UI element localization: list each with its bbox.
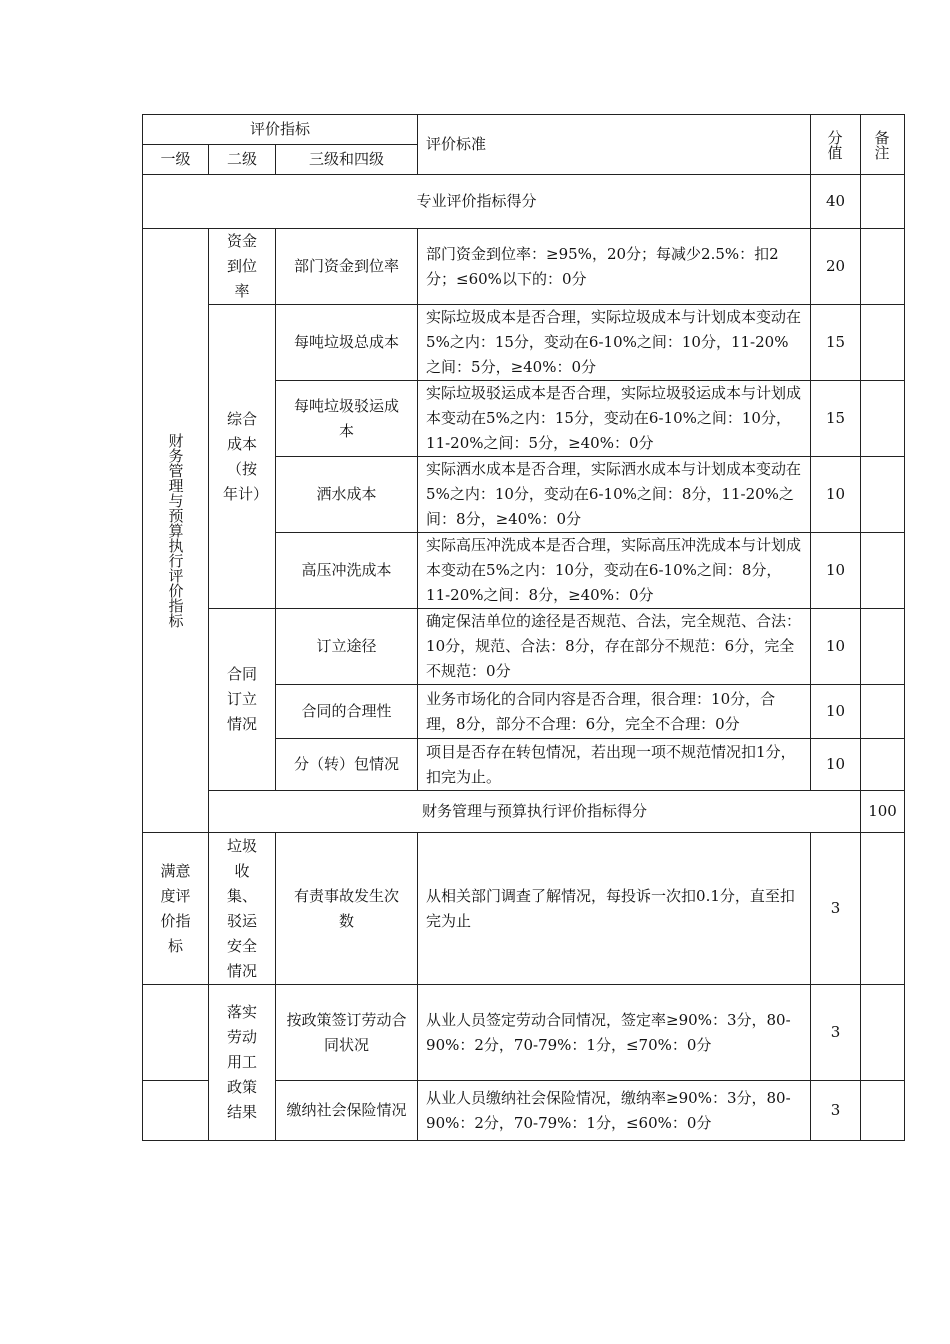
- labor-score-1: 3: [811, 1081, 861, 1141]
- empty-level1-cell: [143, 985, 209, 1081]
- contract-level2: 合同订立情况: [209, 609, 276, 791]
- labor-item-0: 按政策签订劳动合同状况: [276, 985, 418, 1081]
- contract-standard-1: 业务市场化的合同内容是否合理，很合理：10分，合理，8分，部分不合理：6分，完全不合理：0分: [418, 685, 811, 739]
- header-indicator-group: 评价指标: [143, 115, 418, 145]
- remark-cell: [861, 985, 905, 1081]
- header-level34: 三级和四级: [276, 145, 418, 175]
- cost-item-2: 洒水成本: [276, 457, 418, 533]
- contract-score-1: 10: [811, 685, 861, 739]
- contract-item-0: 订立途径: [276, 609, 418, 685]
- evaluation-table: [142, 114, 905, 1141]
- header-score: [811, 115, 861, 175]
- remark-cell: [861, 229, 905, 305]
- cost-score-1: 15: [811, 381, 861, 457]
- header-score-text: 分值: [825, 129, 844, 160]
- cost-score-3: 10: [811, 533, 861, 609]
- cost-standard-2: 实际洒水成本是否合理，实际洒水成本与计划成本变动在5%之内：10分，变动在6-10%之间：8分，11-20%之间：8分，≥40%：0分: [418, 457, 811, 533]
- table-row: [143, 985, 905, 1081]
- header-row: [143, 115, 905, 145]
- contract-standard-0: 确定保洁单位的途径是否规范、合法，完全规范、合法：10分，规范、合法：8分，存在部分不规范：6分，完全不规范：0分: [418, 609, 811, 685]
- cost-standard-1: 实际垃圾驳运成本是否合理，实际垃圾驳运成本与计划成本变动在5%之内：15分，变动在6-10%之间：10分，11-20%之间：5分，≥40%：0分: [418, 381, 811, 457]
- satisfaction-level1: 满意度评价指标: [143, 833, 209, 985]
- header-remark-text: 备注: [872, 129, 891, 160]
- header-level2: 二级: [209, 145, 276, 175]
- cost-item-1: 每吨垃圾驳运成本: [276, 381, 418, 457]
- safety-item: 有责事故发生次数: [276, 833, 418, 985]
- safety-score: 3: [811, 833, 861, 985]
- fund-level2: 资金到位率: [209, 229, 276, 305]
- labor-standard-0: 从业人员签定劳动合同情况，签定率≥90%：3分，80-90%：2分，70-79%：1分，≤70%：0分: [418, 985, 811, 1081]
- cost-score-0: 15: [811, 305, 861, 381]
- safety-standard: 从相关部门调查了解情况，每投诉一次扣0.1分，直至扣完为止: [418, 833, 811, 985]
- remark-cell: [861, 833, 905, 985]
- fund-score: 20: [811, 229, 861, 305]
- contract-score-0: 10: [811, 609, 861, 685]
- contract-standard-2: 项目是否存在转包情况，若出现一项不规范情况扣1分，扣完为止。: [418, 739, 811, 791]
- remark-cell: [861, 609, 905, 685]
- labor-score-0: 3: [811, 985, 861, 1081]
- header-remark: [861, 115, 905, 175]
- cost-standard-3: 实际高压冲洗成本是否合理，实际高压冲洗成本与计划成本变动在5%之内：10分，变动在6-10%之间：8分，11-20%之间：8分，≥40%：0分: [418, 533, 811, 609]
- header-level1: 一级: [143, 145, 209, 175]
- header-standard: 评价标准: [418, 115, 811, 175]
- cost-level2: 综合成本（按年计）: [209, 305, 276, 609]
- safety-level2: 垃圾收集、驳运安全情况: [209, 833, 276, 985]
- fund-standard: 部门资金到位率：≥95%，20分；每减少2.5%：扣2分；≤60%以下的：0分: [418, 229, 811, 305]
- summary-finance-row: [143, 791, 905, 833]
- table-row: [143, 229, 905, 305]
- summary-finance-score: 100: [861, 791, 905, 833]
- cost-score-2: 10: [811, 457, 861, 533]
- table-row: [143, 305, 905, 381]
- remark-cell: [861, 1081, 905, 1141]
- cost-item-3: 高压冲洗成本: [276, 533, 418, 609]
- fund-item: 部门资金到位率: [276, 229, 418, 305]
- contract-score-2: 10: [811, 739, 861, 791]
- labor-standard-1: 从业人员缴纳社会保险情况，缴纳率≥90%：3分，80-90%：2分，70-79%：1分，≤60%：0分: [418, 1081, 811, 1141]
- summary-professional-row: [143, 175, 905, 229]
- remark-cell: [861, 381, 905, 457]
- empty-level1-cell: [143, 1081, 209, 1141]
- remark-cell: [861, 739, 905, 791]
- summary-professional-score: 40: [811, 175, 861, 229]
- table-row: [143, 833, 905, 985]
- summary-finance-label: 财务管理与预算执行评价指标得分: [209, 791, 861, 833]
- remark-cell: [861, 533, 905, 609]
- labor-item-1: 缴纳社会保险情况: [276, 1081, 418, 1141]
- labor-level2: 落实劳动用工政策结果: [209, 985, 276, 1141]
- remark-cell: [861, 457, 905, 533]
- cost-standard-0: 实际垃圾成本是否合理，实际垃圾成本与计划成本变动在5%之内：15分，变动在6-10%之间：10分，11-20%之间：5分，≥40%：0分: [418, 305, 811, 381]
- table-row: [143, 609, 905, 685]
- contract-item-2: 分（转）包情况: [276, 739, 418, 791]
- remark-cell: [861, 175, 905, 229]
- remark-cell: [861, 305, 905, 381]
- finance-level1: [143, 229, 209, 833]
- contract-item-1: 合同的合理性: [276, 685, 418, 739]
- finance-level1-text: 财务管理与预算执行评价指标: [166, 433, 185, 628]
- cost-item-0: 每吨垃圾总成本: [276, 305, 418, 381]
- summary-professional-label: 专业评价指标得分: [143, 175, 811, 229]
- remark-cell: [861, 685, 905, 739]
